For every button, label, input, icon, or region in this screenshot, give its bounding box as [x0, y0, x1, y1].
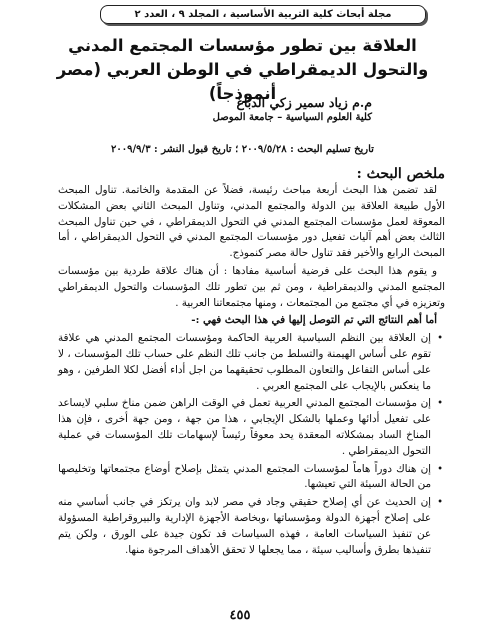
paper-title: العلاقة بين تطور مؤسسات المجتمع المدني والتحول الديمقراطي في الوطن العربي (مصر أنموذجاً)	[56, 36, 429, 103]
result-item	[58, 331, 443, 394]
abstract-paragraph: لقد تضمن هذا البحث أربعة مباحث رئيسة، فضلاً عن المقدمة والخاتمة. تناول المبحث الأول طبيعة العلاقة بين الدولة والمجتمع المدني، وتناول المبحث الثاني بعض المشكلات المعوقة لعمل مؤسسات المجتمع المدني في التحول الديمقراطي ، في حين تناول المبحث الثالث بعض أهم آليات تفعيل دور مؤسسات المجتمع المدني في التحول الديمقراطي ، أما المبحث الرابع والأخير فقد تناول حالة مصر كنموذج.	[58, 184, 445, 260]
bullet-icon: •	[437, 497, 443, 509]
abstract-heading: ملخص البحث :	[356, 166, 445, 182]
result-text: إن مؤسسات المجتمع المدني العربية تعمل في الوقت الراهن ضمن مناخ سلبي لايساعد على تفعيل أدائها وعملها بالشكل الإيجابي ، هذا من جهة ، ومن جهة أخرى ، فإن هذا المناخ الساد بمشكلاته المعقدة يحد معوقاً رئيساً لإسهامات تلك المؤسسات في عملية التحول الديمقراطي .	[58, 397, 431, 457]
journal-header: مجلة أبحاث كلية التربية الأساسية ، المجلد ٩ ، العدد ٢	[100, 5, 426, 24]
page-number: ٤٥٥	[229, 608, 251, 623]
result-item	[58, 462, 443, 494]
results-list	[58, 331, 445, 558]
bullet-icon: •	[437, 333, 443, 345]
author-name: م.م زياد سمير زكي الدباغ	[236, 95, 372, 110]
bullet-icon: •	[437, 398, 443, 410]
abstract-body	[58, 183, 445, 560]
submission-dates: تاريخ تسليم البحث : ٢٠٠٩/٥/٢٨ ؛ تاريخ قبول النشر : ٢٠٠٩/٩/٣	[111, 144, 374, 155]
result-item	[58, 396, 443, 459]
results-lead: أما أهم النتائج التي تم التوصل إليها في هذا البحث فهي :-	[191, 314, 437, 327]
author-affiliation: كلية العلوم السياسية – جامعة الموصل	[212, 112, 372, 123]
result-text: إن الحديث عن أي إصلاح حقيقي وجاد في مصر لابد وان يرتكز في جانب أساسي منه على إصلاح أجهزة الدولة ومؤسساتها ،وبخاصة الأجهزة الإدارية والبيروقراطية المسؤولة عن تنفيذ السياسات العامة ، فهذه السياسات قد تكون جيدة على الورق ، ولكن يتم تنفيذها بطرق وأساليب سيئة ، مما يجعلها لا تحقق الأهداف المرجوة منها.	[58, 496, 431, 556]
abstract-paragraph: و يقوم هذا البحث على فرضية أساسية مفادها : أن هناك علاقة طردية بين مؤسسات المجتمع المدني والديمقراطية ، ومن ثم بين تطور تلك المؤسسات والتحول الديمقراطي وتعزيزه في أي مجتمع من المجتمعات ، ومنها مجتمعاتنا العربية .	[58, 264, 445, 309]
bullet-icon: •	[437, 463, 443, 475]
result-item	[58, 495, 443, 558]
result-text: إن هناك دوراً هاماً لمؤسسات المجتمع المدني يتمثل بإصلاح أوضاع مجتمعاتها وتخليصها من الحالة السيئة التي تعيشها.	[58, 462, 431, 491]
result-text: إن العلاقة بين النظم السياسية العربية الحاكمة ومؤسسات المجتمع المدني هي علاقة تقوم على أساس الهيمنة والتسلط من جانب تلك النظم على حساب تلك المؤسسات ، لا على أساس التفاعل والتعاون المطلوب تحقيقهما من اجل أداء أفضل لكلا الطرفين ، وهو ما ينعكس بالإيجاب على المجتمع العربي .	[58, 332, 431, 392]
